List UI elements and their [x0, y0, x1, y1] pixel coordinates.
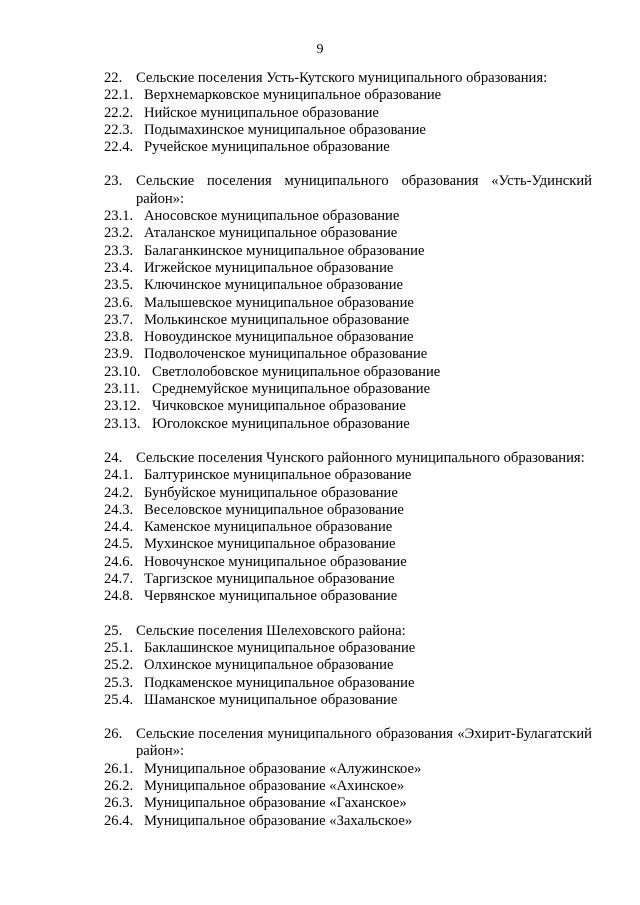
- item-text: Балаганкинское муниципальное образование: [144, 242, 425, 259]
- item-number: 22.3.: [104, 121, 134, 138]
- item-text: Муниципальное образование «Ахинское»: [144, 777, 405, 794]
- section-title: Сельские поселения муниципального образования «Усть-Удинский район»:: [136, 173, 592, 207]
- item-number: 23.6.: [104, 294, 134, 311]
- list-item: [104, 225, 592, 242]
- page-number: 9: [316, 42, 324, 57]
- section-heading: [104, 726, 592, 761]
- list-item: [104, 778, 592, 795]
- item-number: 23.11.: [104, 381, 140, 398]
- item-number: 22.1.: [104, 87, 134, 104]
- item-number: 25.1.: [104, 639, 134, 656]
- item-text: Подкаменское муниципальное образование: [144, 674, 415, 691]
- list-item: [104, 467, 592, 484]
- section: [104, 450, 592, 606]
- list-item: [104, 381, 592, 398]
- list-item: [104, 139, 592, 156]
- section-number: 26.: [104, 726, 123, 743]
- list-item: [104, 398, 592, 415]
- item-text: Аталанское муниципальное образование: [144, 225, 398, 242]
- list-item: [104, 260, 592, 277]
- item-text: Среднемуйское муниципальное образование: [152, 381, 431, 398]
- item-text: Светлолобовское муниципальное образование: [152, 363, 441, 380]
- item-text: Веселовское муниципальное образование: [144, 501, 404, 518]
- item-text: Бунбуйское муниципальное образование: [144, 484, 398, 501]
- section: [104, 726, 592, 830]
- item-text: Муниципальное образование «Алужинское»: [144, 760, 422, 777]
- list-item: [104, 692, 592, 709]
- item-number: 23.8.: [104, 329, 134, 346]
- item-text: Молькинское муниципальное образование: [144, 311, 410, 328]
- item-number: 26.4.: [104, 812, 134, 829]
- item-number: 23.13.: [104, 415, 141, 432]
- list-item: [104, 657, 592, 674]
- item-text: Баклашинское муниципальное образование: [144, 639, 416, 656]
- item-text: Шаманское муниципальное образование: [144, 691, 398, 708]
- item-number: 24.2.: [104, 484, 134, 501]
- list-item: [104, 485, 592, 502]
- list-item: [104, 329, 592, 346]
- section-number: 24.: [104, 449, 123, 466]
- section: [104, 623, 592, 709]
- item-number: 23.12.: [104, 398, 141, 415]
- item-text: Верхнемарковское муниципальное образование: [144, 87, 442, 104]
- item-text: Юголокское муниципальное образование: [152, 415, 410, 432]
- item-number: 22.4.: [104, 139, 134, 156]
- item-text: Муниципальное образование «Захальское»: [144, 812, 413, 829]
- item-number: 23.3.: [104, 242, 134, 259]
- section-number: 25.: [104, 622, 123, 639]
- item-number: 24.7.: [104, 571, 134, 588]
- item-number: 22.2.: [104, 104, 134, 121]
- item-number: 25.2.: [104, 657, 134, 674]
- item-number: 23.5.: [104, 277, 134, 294]
- item-text: Олхинское муниципальное образование: [144, 657, 394, 674]
- item-number: 24.4.: [104, 519, 134, 536]
- item-number: 25.4.: [104, 691, 134, 708]
- item-text: Каменское муниципальное образование: [144, 519, 393, 536]
- list-item: [104, 640, 592, 657]
- list-item: [104, 502, 592, 519]
- item-text: Подволоченское муниципальное образование: [144, 346, 428, 363]
- list-item: [104, 122, 592, 139]
- section-title: Сельские поселения Шелеховского района:: [136, 622, 406, 639]
- list-item: [104, 208, 592, 225]
- list-item: [104, 554, 592, 571]
- item-number: 23.1.: [104, 208, 134, 225]
- item-text: Новочунское муниципальное образование: [144, 553, 407, 570]
- list-item: [104, 519, 592, 536]
- section-title: Сельские поселения Усть-Кутского муниципального образования:: [136, 70, 548, 86]
- item-text: Нийское муниципальное образование: [144, 104, 379, 121]
- list-item: [104, 761, 592, 778]
- item-number: 24.1.: [104, 467, 134, 484]
- item-number: 24.8.: [104, 588, 134, 605]
- item-number: 24.6.: [104, 553, 134, 570]
- item-text: Таргизское муниципальное образование: [144, 571, 395, 588]
- item-text: Балтуринское муниципальное образование: [144, 467, 412, 484]
- list-item: [104, 87, 592, 104]
- item-number: 26.3.: [104, 795, 134, 812]
- item-text: Малышевское муниципальное образование: [144, 294, 414, 311]
- item-text: Червянское муниципальное образование: [144, 588, 398, 605]
- section-heading: [104, 70, 592, 87]
- section: [104, 173, 592, 432]
- item-number: 23.2.: [104, 225, 134, 242]
- section-title: Сельские поселения муниципального образования «Эхирит-Булагатский район»:: [136, 726, 592, 760]
- list-item: [104, 813, 592, 830]
- item-number: 23.10.: [104, 363, 141, 380]
- section: [104, 70, 592, 156]
- section-title: Сельские поселения Чунского районного муниципального образования:: [136, 449, 585, 466]
- list-item: [104, 105, 592, 122]
- item-number: 23.4.: [104, 259, 134, 276]
- item-number: 24.5.: [104, 536, 134, 553]
- item-text: Аносовское муниципальное образование: [144, 208, 400, 225]
- list-item: [104, 536, 592, 553]
- list-item: [104, 243, 592, 260]
- item-number: 26.2.: [104, 777, 134, 794]
- item-text: Ручейское муниципальное образование: [144, 139, 390, 156]
- list-item: [104, 295, 592, 312]
- item-text: Новоудинское муниципальное образование: [144, 329, 414, 346]
- item-text: Муниципальное образование «Гаханское»: [144, 795, 407, 812]
- item-number: 23.9.: [104, 346, 134, 363]
- settlement-list: [104, 70, 592, 847]
- item-number: 23.7.: [104, 311, 134, 328]
- section-heading: [104, 450, 592, 467]
- list-item: [104, 312, 592, 329]
- item-number: 25.3.: [104, 674, 134, 691]
- item-text: Подымахинское муниципальное образование: [144, 121, 426, 138]
- list-item: [104, 416, 592, 433]
- section-heading: [104, 623, 592, 640]
- list-item: [104, 588, 592, 605]
- section-heading: [104, 173, 592, 208]
- list-item: [104, 277, 592, 294]
- item-text: Чичковское муниципальное образование: [152, 398, 406, 415]
- item-text: Игжейское муниципальное образование: [144, 259, 394, 276]
- list-item: [104, 795, 592, 812]
- list-item: [104, 346, 592, 363]
- item-number: 26.1.: [104, 760, 134, 777]
- section-number: 23.: [104, 173, 123, 190]
- list-item: [104, 675, 592, 692]
- list-item: [104, 364, 592, 381]
- list-item: [104, 571, 592, 588]
- section-number: 22.: [104, 70, 123, 86]
- item-text: Ключинское муниципальное образование: [144, 277, 404, 294]
- item-text: Мухинское муниципальное образование: [144, 536, 396, 553]
- item-number: 24.3.: [104, 501, 134, 518]
